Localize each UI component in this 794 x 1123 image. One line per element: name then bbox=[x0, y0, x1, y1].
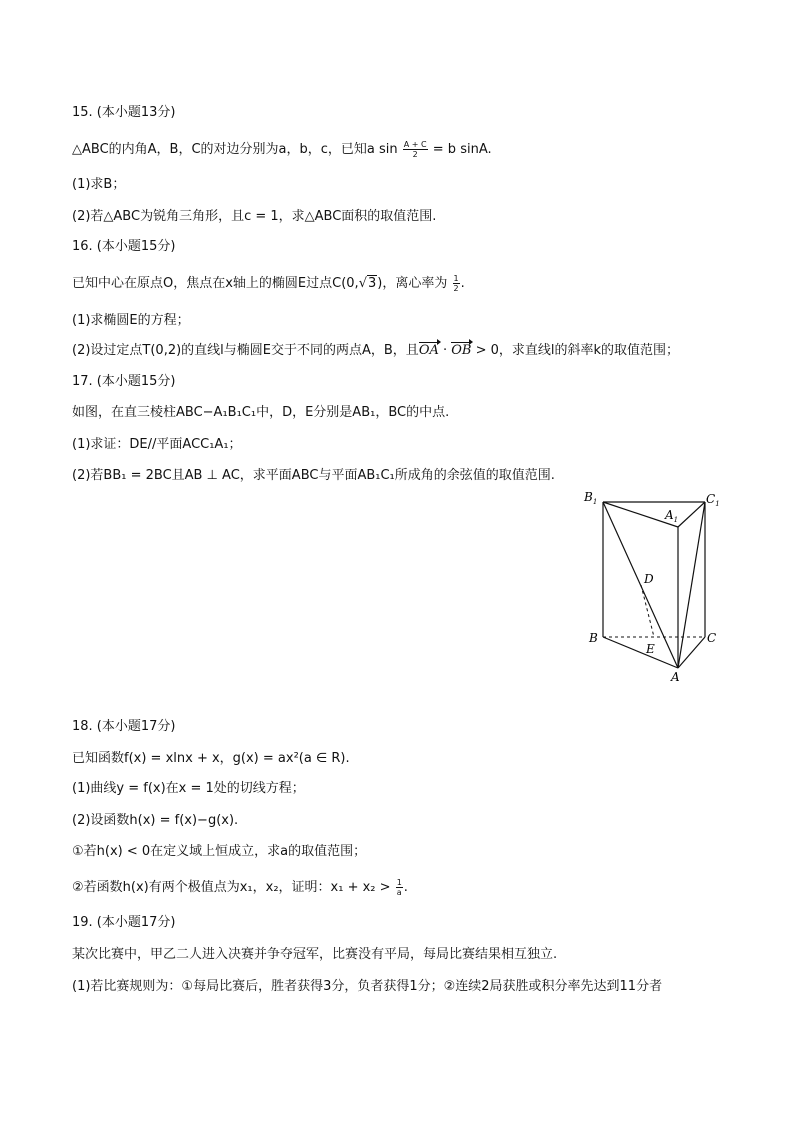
q16-stem-pre: 已知中心在原点O，焦点在x轴上的椭圆E过点C(0, bbox=[72, 276, 359, 291]
prism-figure bbox=[575, 485, 725, 685]
q16-stem-post: . bbox=[460, 276, 465, 291]
q18-fraction bbox=[396, 878, 403, 897]
q17-header: 17. (本小题15分) bbox=[72, 374, 176, 389]
label-e: E bbox=[646, 642, 655, 656]
vector-ob: OB bbox=[451, 343, 472, 358]
q15-part2: (2)若△ABC为锐角三角形，且c = 1，求△ABC面积的取值范围. bbox=[72, 209, 437, 224]
q16-sqrt-value: 3 bbox=[368, 276, 377, 291]
q16-frac-den: 2 bbox=[453, 284, 459, 293]
q18-sub2-post: . bbox=[403, 880, 408, 895]
q18-stem: 已知函数f(x) = xlnx + x，g(x) = ax²(a ∈ R). bbox=[72, 751, 350, 766]
label-a: A bbox=[671, 670, 680, 684]
q16-stem-mid: )，离心率为 bbox=[377, 276, 448, 291]
q17-part2: (2)若BB₁ = 2BC且AB ⊥ AC，求平面ABC与平面AB₁C₁所成角的余弦值的取值范围. bbox=[72, 468, 555, 483]
segment-a-b1 bbox=[603, 502, 678, 668]
q16-part2-pre: (2)设过定点T(0,2)的直线l与椭圆E交于不同的两点A，B，且 bbox=[72, 343, 419, 358]
q19-part1: (1)若比赛规则为：①每局比赛后，胜者获得3分，负者获得1分；②连续2局获胜或积分率先达到11分者 bbox=[72, 979, 663, 994]
q17-stem: 如图，在直三棱柱ABC−A₁B₁C₁中，D，E分别是AB₁，BC的中点. bbox=[72, 405, 450, 420]
label-b: B bbox=[589, 631, 598, 645]
q16-part2 bbox=[72, 342, 679, 360]
q19-header: 19. (本小题17分) bbox=[72, 915, 176, 930]
q15-stem bbox=[72, 140, 492, 159]
q16-header: 16. (本小题15分) bbox=[72, 239, 176, 254]
label-c: C bbox=[707, 631, 717, 645]
q15-header: 15. (本小题13分) bbox=[72, 105, 176, 120]
q19-stem: 某次比赛中，甲乙二人进入决赛并争夺冠军，比赛没有平局，每局比赛结果相互独立. bbox=[72, 947, 558, 962]
q15-stem-post: = b sinA. bbox=[432, 142, 492, 157]
label-d: D bbox=[644, 572, 654, 586]
q15-frac-den: 2 bbox=[412, 150, 418, 159]
sqrt-symbol: √ bbox=[358, 276, 367, 291]
q16-frac-num: 1 bbox=[453, 274, 459, 283]
label-a1: $A_1$ bbox=[665, 508, 679, 524]
segment-a-c1 bbox=[678, 502, 705, 668]
dot-operator: · bbox=[438, 343, 452, 358]
q15-fraction bbox=[403, 140, 428, 159]
q15-stem-pre: △ABC的内角A，B，C的对边分别为a，b，c，已知a sin bbox=[72, 142, 398, 157]
q16-part2-post: > 0，求直线l的斜率k的取值范围； bbox=[471, 343, 680, 358]
q18-sub2-pre: ②若函数h(x)有两个极值点为x₁，x₂，证明：x₁ + x₂ > bbox=[72, 880, 391, 895]
q16-fraction bbox=[453, 274, 460, 293]
q18-sub2 bbox=[72, 878, 408, 897]
label-b1: $B_1$ bbox=[584, 490, 598, 506]
q15-part1: (1)求B； bbox=[72, 177, 126, 192]
q18-frac-num: 1 bbox=[396, 878, 402, 887]
vector-oa: OA bbox=[418, 343, 439, 358]
q18-frac-den: a bbox=[396, 888, 402, 897]
q18-sub1: ①若h(x) < 0在定义域上恒成立，求a的取值范围； bbox=[72, 844, 367, 859]
q17-part1: (1)求证：DE//平面ACC₁A₁； bbox=[72, 437, 242, 452]
q16-part1: (1)求椭圆E的方程； bbox=[72, 313, 190, 328]
q18-part1: (1)曲线y = f(x)在x = 1处的切线方程； bbox=[72, 781, 305, 796]
q16-stem bbox=[72, 274, 465, 293]
q18-part2: (2)设函数h(x) = f(x)−g(x). bbox=[72, 813, 239, 828]
q15-frac-num: A + C bbox=[403, 140, 427, 149]
label-c1: $C_1$ bbox=[706, 492, 720, 508]
q18-header: 18. (本小题17分) bbox=[72, 719, 176, 734]
